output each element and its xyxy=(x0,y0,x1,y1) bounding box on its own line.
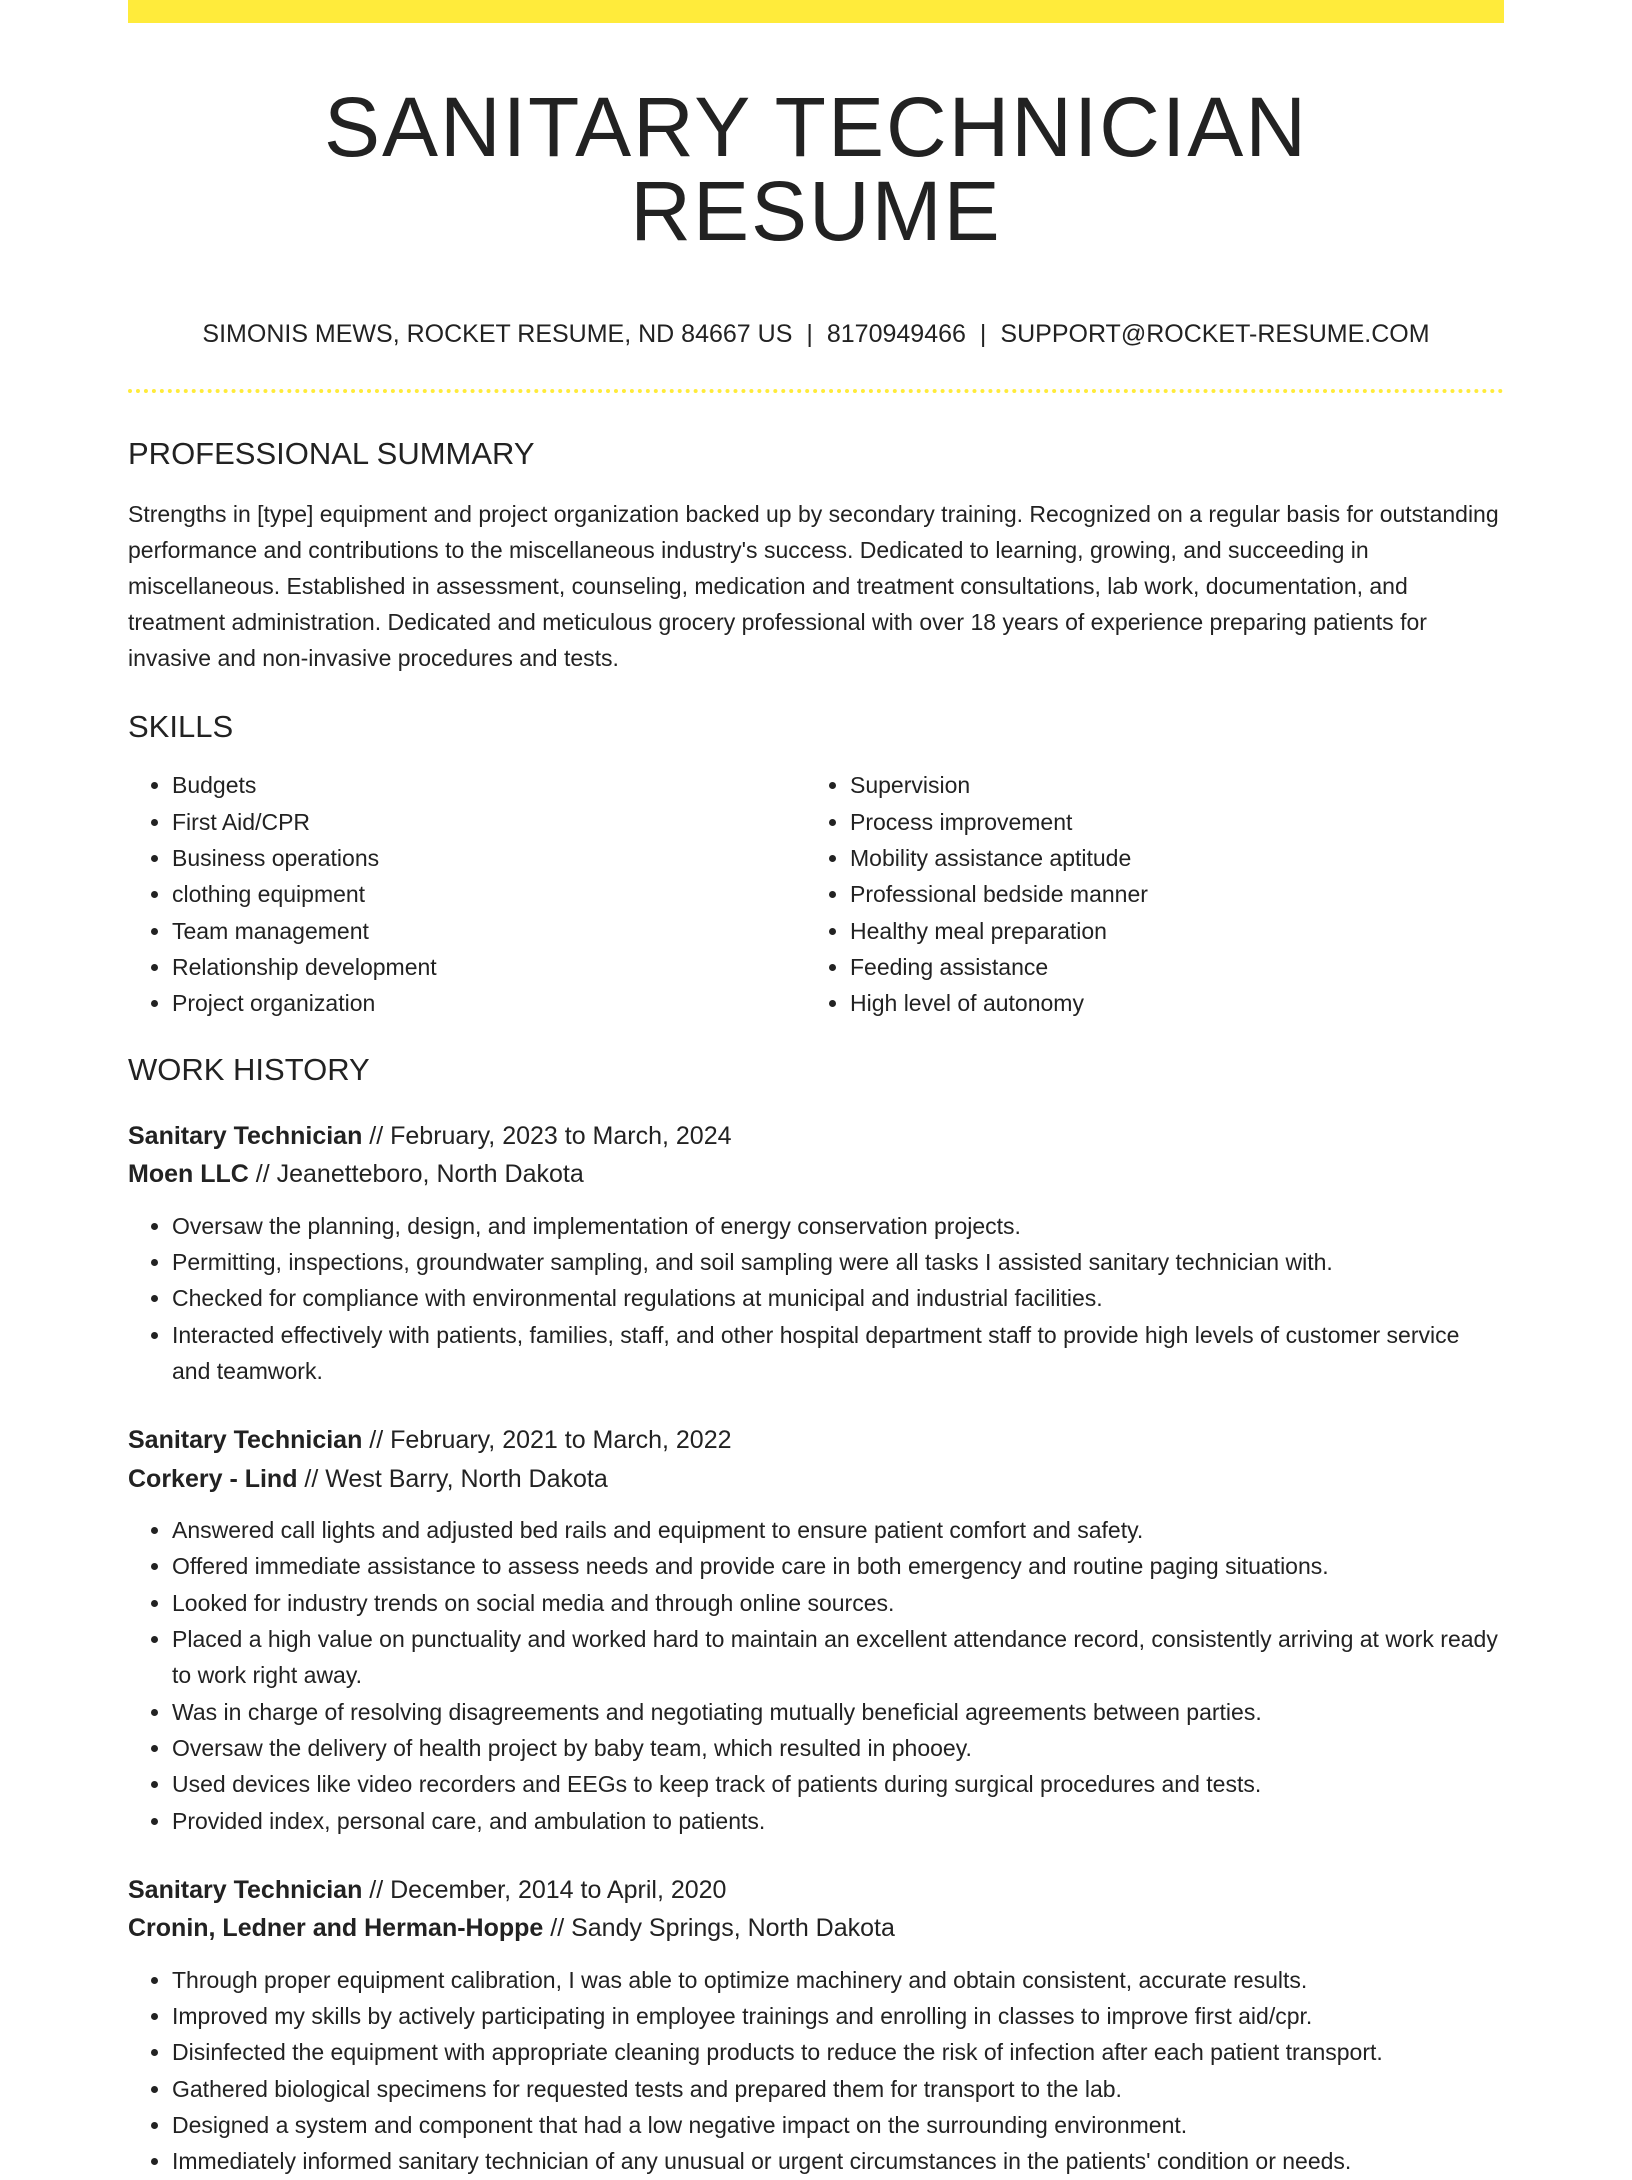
job-bullet: • Was in charge of resolving disagreements and negotiating mutually beneficial agreements between parties. xyxy=(172,1694,1504,1730)
job-bullets xyxy=(128,1208,1504,1389)
job-entry xyxy=(128,1871,1504,2180)
skill-item: • Relationship development xyxy=(172,949,806,985)
contact-line xyxy=(128,319,1504,349)
skill-item: • Team management xyxy=(172,913,806,949)
skill-item: • Supervision xyxy=(850,767,1484,803)
job-bullet: • Provided index, personal care, and ambulation to patients. xyxy=(172,1803,1504,1839)
job-location: // Sandy Springs, North Dakota xyxy=(543,1914,895,1943)
skill-item: • Professional bedside manner xyxy=(850,876,1484,912)
skill-item: • Project organization xyxy=(172,985,806,1021)
job-entry xyxy=(128,1117,1504,1389)
skill-item: • Budgets xyxy=(172,767,806,803)
job-dates: // February, 2021 to March, 2022 xyxy=(362,1426,732,1455)
skill-item: • Process improvement xyxy=(850,804,1484,840)
contact-address: SIMONIS MEWS, ROCKET RESUME, ND 84667 US xyxy=(202,320,793,348)
job-bullet: • Disinfected the equipment with appropriate cleaning products to reduce the risk of infection after each patient transport. xyxy=(172,2034,1504,2070)
skill-item: • clothing equipment xyxy=(172,876,806,912)
contact-separator: | xyxy=(979,320,987,348)
job-bullet: • Immediately informed sanitary technician of any unusual or urgent circumstances in the patients' condition or needs. xyxy=(172,2143,1504,2179)
top-accent-bar xyxy=(128,0,1504,23)
job-title: Sanitary Technician xyxy=(128,1121,363,1150)
job-title: Sanitary Technician xyxy=(128,1875,363,1904)
job-company-line xyxy=(128,1155,1504,1194)
skill-item: • High level of autonomy xyxy=(850,985,1484,1021)
job-bullets xyxy=(128,1512,1504,1839)
job-entry xyxy=(128,1421,1504,1839)
skills-list xyxy=(128,767,1504,1021)
job-bullet: • Placed a high value on punctuality and worked hard to maintain an excellent attendance record, consistently arriving at work ready to work right away. xyxy=(172,1621,1504,1694)
job-company: Cronin, Ledner and Herman-Hoppe xyxy=(128,1914,544,1943)
summary-heading: PROFESSIONAL SUMMARY xyxy=(128,436,535,471)
job-title: Sanitary Technician xyxy=(128,1426,363,1455)
job-bullet: • Oversaw the planning, design, and implementation of energy conservation projects. xyxy=(172,1208,1504,1244)
job-bullet: • Through proper equipment calibration, I was able to optimize machinery and obtain consistent, accurate results. xyxy=(172,1962,1504,1998)
job-company: Corkery - Lind xyxy=(128,1464,298,1493)
job-bullet: • Offered immediate assistance to assess needs and provide care in both emergency and routine paging situations. xyxy=(172,1548,1504,1584)
summary-text: Strengths in [type] equipment and project organization backed up by secondary training. Recognized on a regular basis for outstanding performance and contributions to the miscellaneous industry's success. Dedicated to learning, growing, and succeeding in miscellaneous. Established in assessment, counseling, medication and treatment consultations, lab work, documentation, and treatment administration. Dedicated and meticulous grocery professional with over 18 years of experience preparing patients for invasive and non-invasive procedures and tests. xyxy=(128,501,1499,672)
skill-item: • Feeding assistance xyxy=(850,949,1484,985)
job-title-line xyxy=(128,1117,1504,1156)
skill-item: • Healthy meal preparation xyxy=(850,913,1484,949)
job-bullet: • Oversaw the delivery of health project by baby team, which resulted in phooey. xyxy=(172,1730,1504,1766)
resume-title: SANITARY TECHNICIAN RESUME xyxy=(324,80,1308,258)
job-company-line xyxy=(128,1460,1504,1499)
job-title-line xyxy=(128,1421,1504,1460)
job-bullet: • Gathered biological specimens for requested tests and prepared them for transport to the lab. xyxy=(172,2071,1504,2107)
contact-email: SUPPORT@ROCKET-RESUME.COM xyxy=(1000,320,1430,348)
contact-separator: | xyxy=(806,320,813,348)
dotted-divider xyxy=(128,389,1504,393)
skills-heading: SKILLS xyxy=(128,709,234,745)
job-bullet: • Checked for compliance with environmental regulations at municipal and industrial facilities. xyxy=(172,1280,1504,1316)
job-bullet: • Answered call lights and adjusted bed rails and equipment to ensure patient comfort and safety. xyxy=(172,1512,1504,1548)
job-bullet: • Interacted effectively with patients, families, staff, and other hospital department staff to provide high levels of customer service and teamwork. xyxy=(172,1317,1504,1390)
job-dates: // December, 2014 to April, 2020 xyxy=(362,1875,727,1904)
job-location: // West Barry, North Dakota xyxy=(297,1464,608,1493)
job-bullet: • Designed a system and component that had a low negative impact on the surrounding environment. xyxy=(172,2107,1504,2143)
skills-column-left xyxy=(128,767,806,1021)
job-bullets xyxy=(128,1962,1504,2180)
job-title-line xyxy=(128,1871,1504,1910)
job-bullet: • Permitting, inspections, groundwater sampling, and soil sampling were all tasks I assisted sanitary technician with. xyxy=(172,1244,1504,1280)
resume-page xyxy=(128,0,1504,2180)
skills-column-right xyxy=(806,767,1484,1021)
job-company-line xyxy=(128,1909,1504,1948)
job-bullet: • Used devices like video recorders and EEGs to keep track of patients during surgical procedures and tests. xyxy=(172,1766,1504,1802)
skill-item: • Business operations xyxy=(172,840,806,876)
job-company: Moen LLC xyxy=(128,1160,249,1189)
job-bullet: • Looked for industry trends on social media and through online sources. xyxy=(172,1585,1504,1621)
work-history-heading: WORK HISTORY xyxy=(128,1052,370,1088)
job-bullet: • Improved my skills by actively participating in employee trainings and enrolling in classes to improve first aid/cpr. xyxy=(172,1998,1504,2034)
job-dates: // February, 2023 to March, 2024 xyxy=(362,1121,732,1150)
contact-phone: 8170949466 xyxy=(826,320,966,348)
job-location: // Jeanetteboro, North Dakota xyxy=(248,1160,584,1189)
skill-item: • First Aid/CPR xyxy=(172,804,806,840)
skill-item: • Mobility assistance aptitude xyxy=(850,840,1484,876)
